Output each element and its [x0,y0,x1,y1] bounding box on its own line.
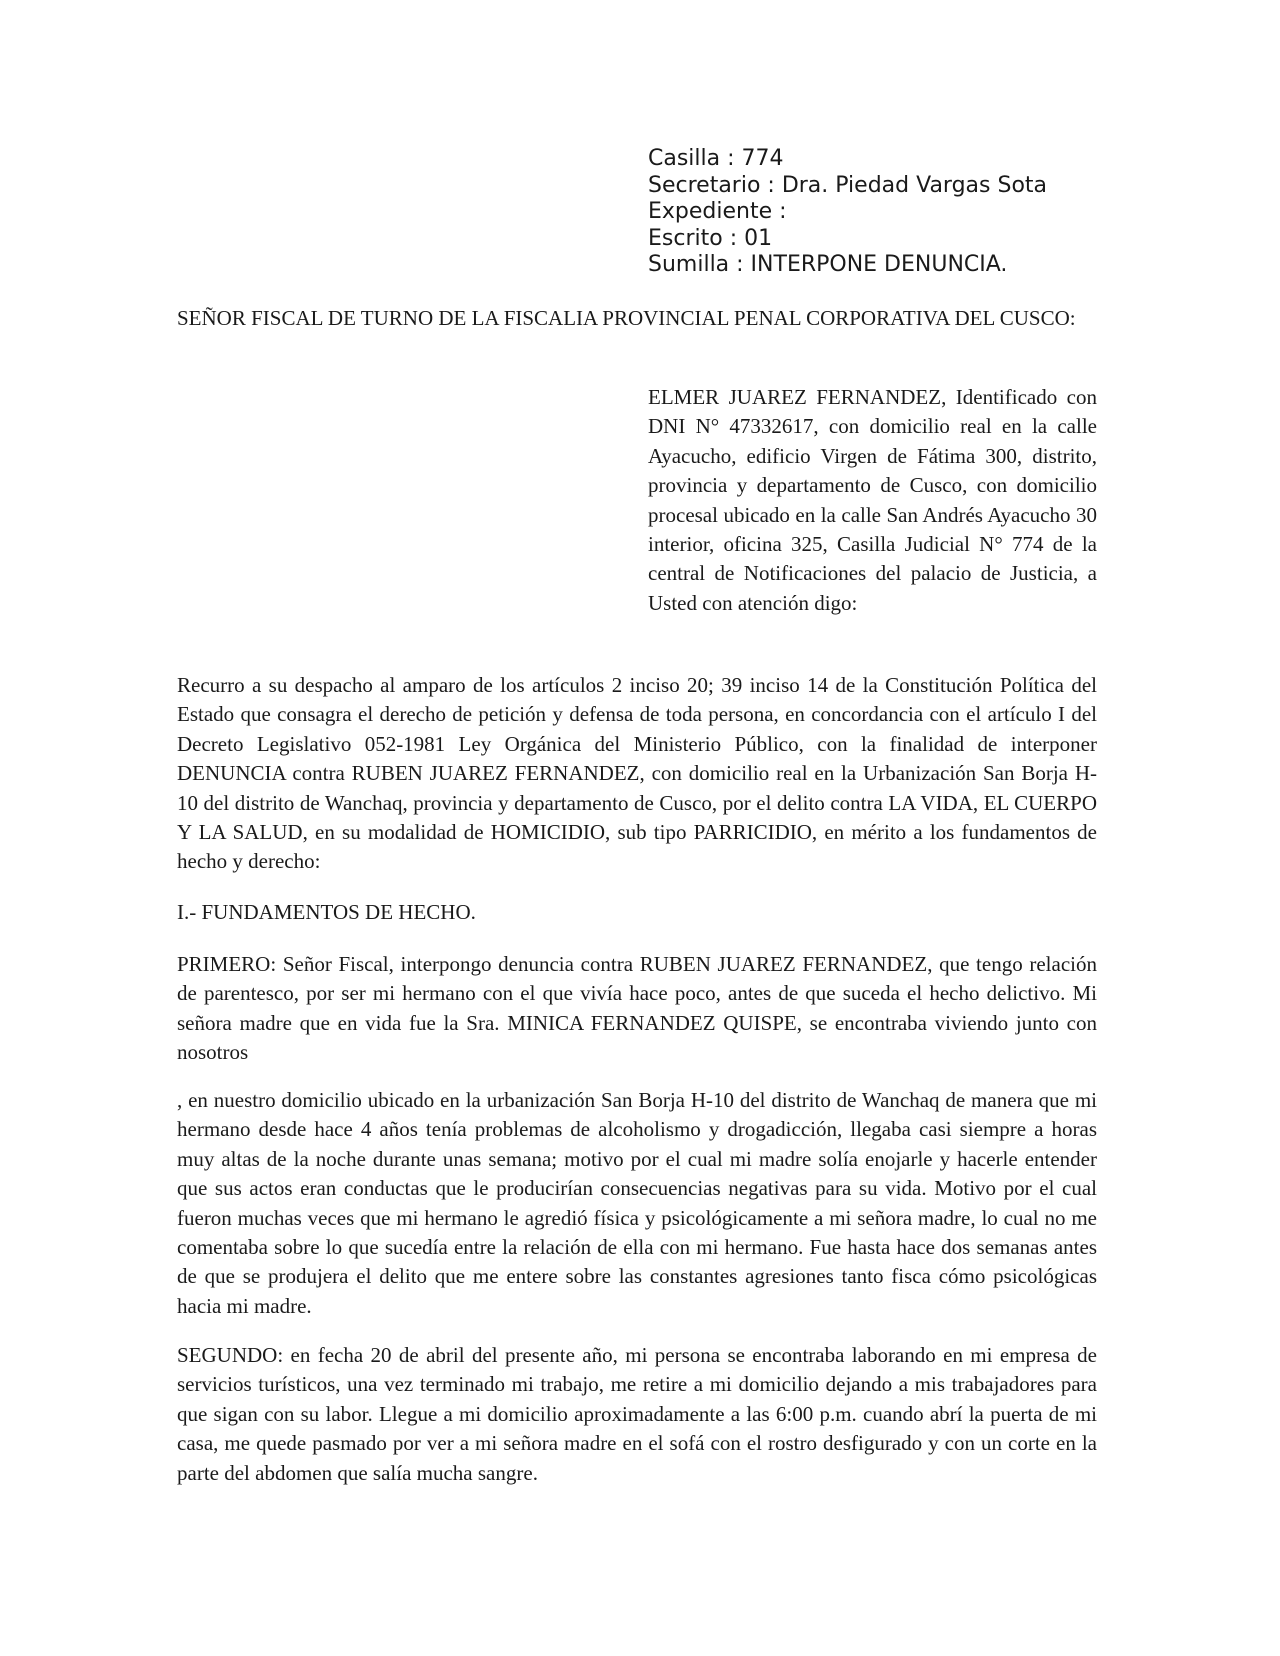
paragraph-primero: PRIMERO: Señor Fiscal, interpongo denuncia contra RUBEN JUAREZ FERNANDEZ, que tengo relación de parentesco, por ser mi hermano con el que vivía hace poco, antes de que suceda el hecho delictivo. Mi señora madre que en vida fue la Sra. MINICA FERNANDEZ QUISPE, se encontraba viviendo junto con nosotros [177,952,1097,1065]
section-heading-fundamentos: I.- FUNDAMENTOS DE HECHO. [177,900,476,924]
casilla-line: Casilla : 774 [648,146,784,171]
case-header [648,146,1148,279]
paragraph-recurso: Recurro a su despacho al amparo de los artículos 2 inciso 20; 39 inciso 14 de la Constitución Política del Estado que consagra el derecho de petición y defensa de toda persona, en concordancia con el artículo I del Decreto Legislativo 052-1981 Ley Orgánica del Ministerio Público, con la finalidad de interponer DENUNCIA contra RUBEN JUAREZ FERNANDEZ, con domicilio real en la Urbanización San Borja H-10 del distrito de Wanchaq, provincia y departamento de Cusco, por el delito contra LA VIDA, EL CUERPO Y LA SALUD, en su modalidad de HOMICIDIO, sub tipo PARRICIDIO, en mérito a los fundamentos de hecho y derecho: [177,673,1097,874]
escrito-line: Escrito : 01 [648,225,773,251]
complainant-intro: ELMER JUAREZ FERNANDEZ, Identificado con DNI N° 47332617, con domicilio real en la calle Ayacucho, edificio Virgen de Fátima 300, distrito, provincia y departamento de Cusco, con domicilio procesal ubicado en la calle San Andrés Ayacucho 30 interior, oficina 325, Casilla Judicial N° 774 de la central de Notificaciones del palacio de Justicia, a Usted con atención digo: [648,385,1097,615]
expediente-line: Expediente : [648,199,787,224]
sumilla-line: Sumilla : INTERPONE DENUNCIA. [648,252,1008,277]
addressee-line: SEÑOR FISCAL DE TURNO DE LA FISCALIA PROVINCIAL PENAL CORPORATIVA DEL CUSCO: [177,306,1076,330]
paragraph-segundo: SEGUNDO: en fecha 20 de abril del presente año, mi persona se encontraba laborando en mi empresa de servicios turísticos, una vez terminado mi trabajo, me retire a mi domicilio dejando a mis trabajadores para que sigan con su labor. Llegue a mi domicilio aproximadamente a las 6:00 p.m. cuando abrí la puerta de mi casa, me quede pasmado por ver a mi señora madre en el sofá con el rostro desfigurado y con un corte en la parte del abdomen que salía mucha sangre. [177,1343,1097,1485]
secretario-line: Secretario : Dra. Piedad Vargas Sota [648,172,1048,198]
paragraph-continuacion: , en nuestro domicilio ubicado en la urbanización San Borja H-10 del distrito de Wanchaq de manera que mi hermano desde hace 4 años tenía problemas de alcoholismo y drogadicción, llegaba casi siempre a horas muy altas de la noche durante unas semana; motivo por el cual mi madre solía enojarle y hacerle entender que sus actos eran conductas que le producirían consecuencias negativas para su vida. Motivo por el cual fueron muchas veces que mi hermano le agredió física y psicológicamente a mi señora madre, lo cual no me comentaba sobre lo que sucedía entre la relación de ella con mi hermano. Fue hasta hace dos semanas antes de que se produjera el delito que me entere sobre las constantes agresiones tanto fisca cómo psicológicas hacia mi madre. [177,1088,1097,1318]
